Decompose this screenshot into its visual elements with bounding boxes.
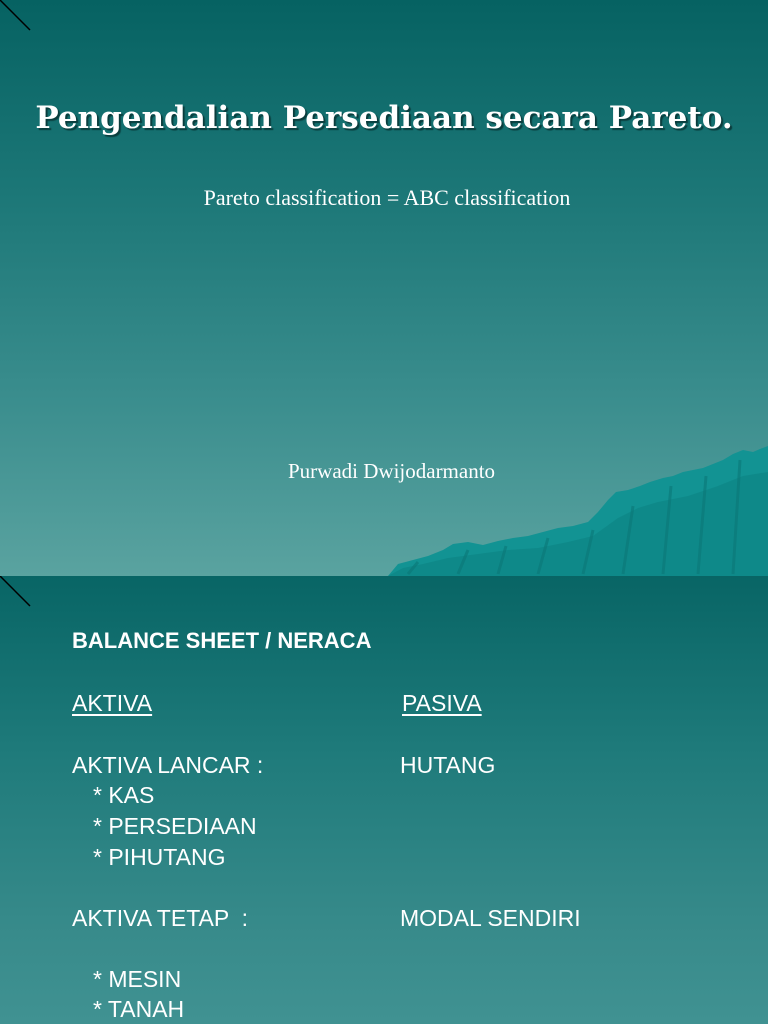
author-name: Purwadi Dwijodarmanto [288,459,496,483]
list-item: * MESIN [93,966,182,992]
slide-title: Pengendalian Persediaan secara Pareto. [35,100,733,136]
corner-line-icon [0,0,40,40]
equity-label: MODAL SENDIRI [400,905,581,931]
mountains-icon [388,446,768,576]
aktiva-header: AKTIVA [72,690,153,716]
pasiva-header: PASIVA [402,690,482,716]
slide-2 [0,576,768,1024]
fixed-assets-label: AKTIVA TETAP : [72,905,248,931]
list-item: * KAS [93,782,155,808]
list-item: * PERSEDIAAN [93,813,257,839]
slide-subtitle: Pareto classification = ABC classification [203,185,571,210]
list-item: * PIHUTANG [93,844,226,870]
balance-sheet-heading: BALANCE SHEET / NERACA [72,628,372,653]
corner-line-icon [0,576,40,616]
current-assets-label: AKTIVA LANCAR : [72,752,264,778]
list-item: * TANAH [93,996,185,1022]
liabilities-label: HUTANG [400,752,496,778]
